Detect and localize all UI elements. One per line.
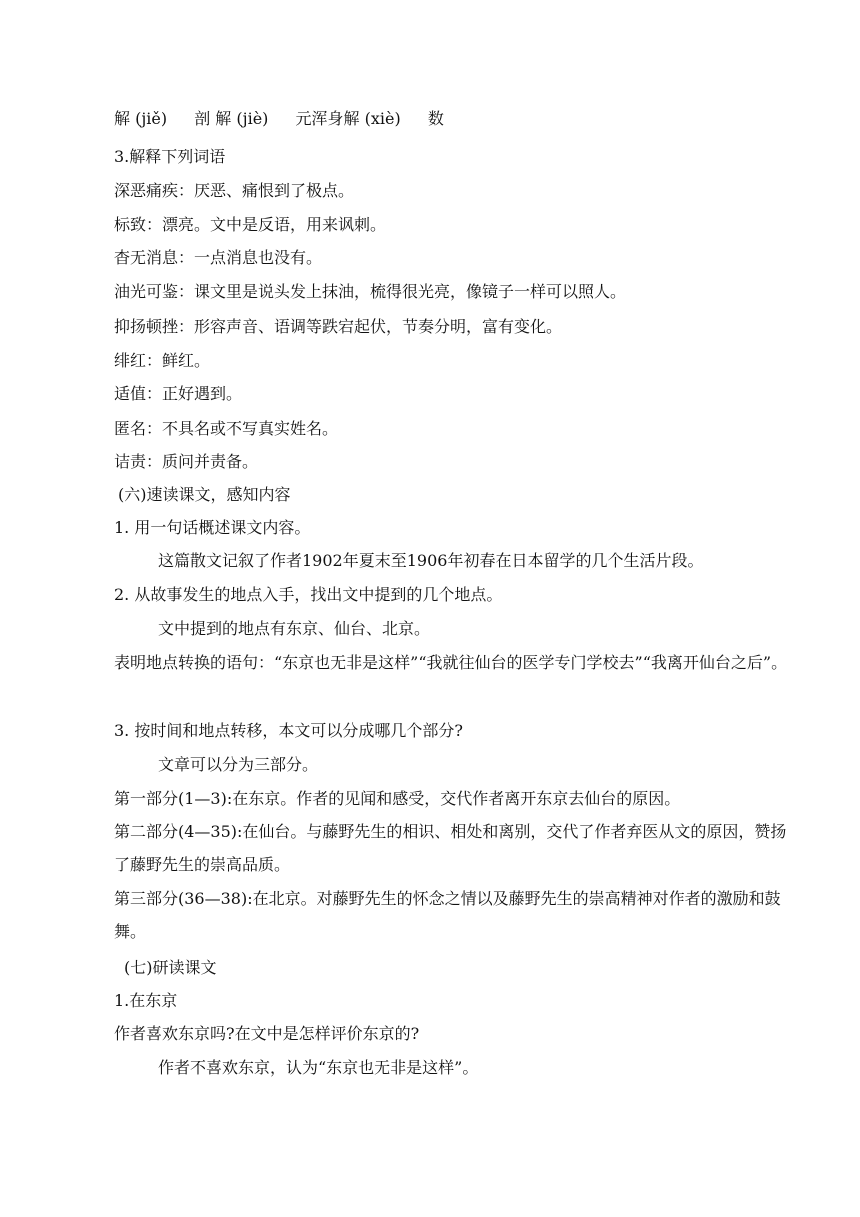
- answer-line: 文中提到的地点有东京、仙台、北京。: [158, 619, 431, 638]
- pron-item: 解 (jiě): [114, 109, 168, 128]
- definition-line: 诘责：质问并责备。: [114, 452, 259, 471]
- definition-line: 油光可鉴：课文里是说头发上抹油，梳得很光亮，像镜子一样可以照人。: [114, 282, 627, 301]
- paragraph: 第一部分(1—3):在东京。作者的见闻和感受，交代作者离开东京去仙台的原因。: [114, 789, 681, 808]
- definition-line: 标致：漂亮。文中是反语，用来讽刺。: [114, 215, 387, 234]
- question-line: 作者喜欢东京吗?在文中是怎样评价东京的?: [114, 1024, 420, 1043]
- answer-line: 文章可以分为三部分。: [158, 755, 319, 774]
- paragraph: 第三部分(36—38):在北京。对藤野先生的怀念之情以及藤野先生的崇高精神对作者的激励和鼓舞。: [114, 889, 781, 941]
- definition-line: 绯红：鲜红。: [114, 351, 211, 370]
- pronunciation-line: [114, 109, 794, 129]
- definition-line: 匿名：不具名或不写真实姓名。: [114, 419, 339, 438]
- section-heading: 3.解释下列词语: [114, 147, 226, 166]
- section-heading: (六)速读课文，感知内容: [118, 485, 291, 504]
- answer-line: 这篇散文记叙了作者1902年夏末至1906年初春在日本留学的几个生活片段。: [158, 551, 704, 570]
- paragraph: 第二部分(4—35):在仙台。与藤野先生的相识、相处和离别，交代了作者弃医从文的原因，赞扬了藤野先生的崇高品质。: [114, 822, 787, 874]
- pron-item: 数: [427, 109, 444, 128]
- question-line: 3. 按时间和地点转移，本文可以分成哪几个部分?: [114, 721, 463, 740]
- definition-line: 适值：正好遇到。: [114, 384, 243, 403]
- pron-item: 元浑身解 (xiè): [295, 109, 401, 128]
- question-line: 2. 从故事发生的地点入手，找出文中提到的几个地点。: [114, 585, 503, 604]
- definition-line: 深恶痛疾：厌恶、痛恨到了极点。: [114, 181, 355, 200]
- subheading: 1.在东京: [114, 991, 178, 1010]
- section-heading: (七)研读课文: [124, 958, 217, 977]
- pron-item: 剖 解 (jiè): [194, 109, 269, 128]
- question-line: 1. 用一句话概述课文内容。: [114, 518, 311, 537]
- definition-line: 抑扬顿挫：形容声音、语调等跌宕起伏，节奏分明，富有变化。: [114, 317, 563, 336]
- paragraph: 表明地点转换的语句：“东京也无非是这样”“我就往仙台的医学专门学校去”“我离开仙台之后”。: [114, 653, 788, 672]
- definition-line: 杳无消息：一点消息也没有。: [114, 248, 323, 267]
- answer-line: 作者不喜欢东京，认为“东京也无非是这样”。: [158, 1058, 479, 1077]
